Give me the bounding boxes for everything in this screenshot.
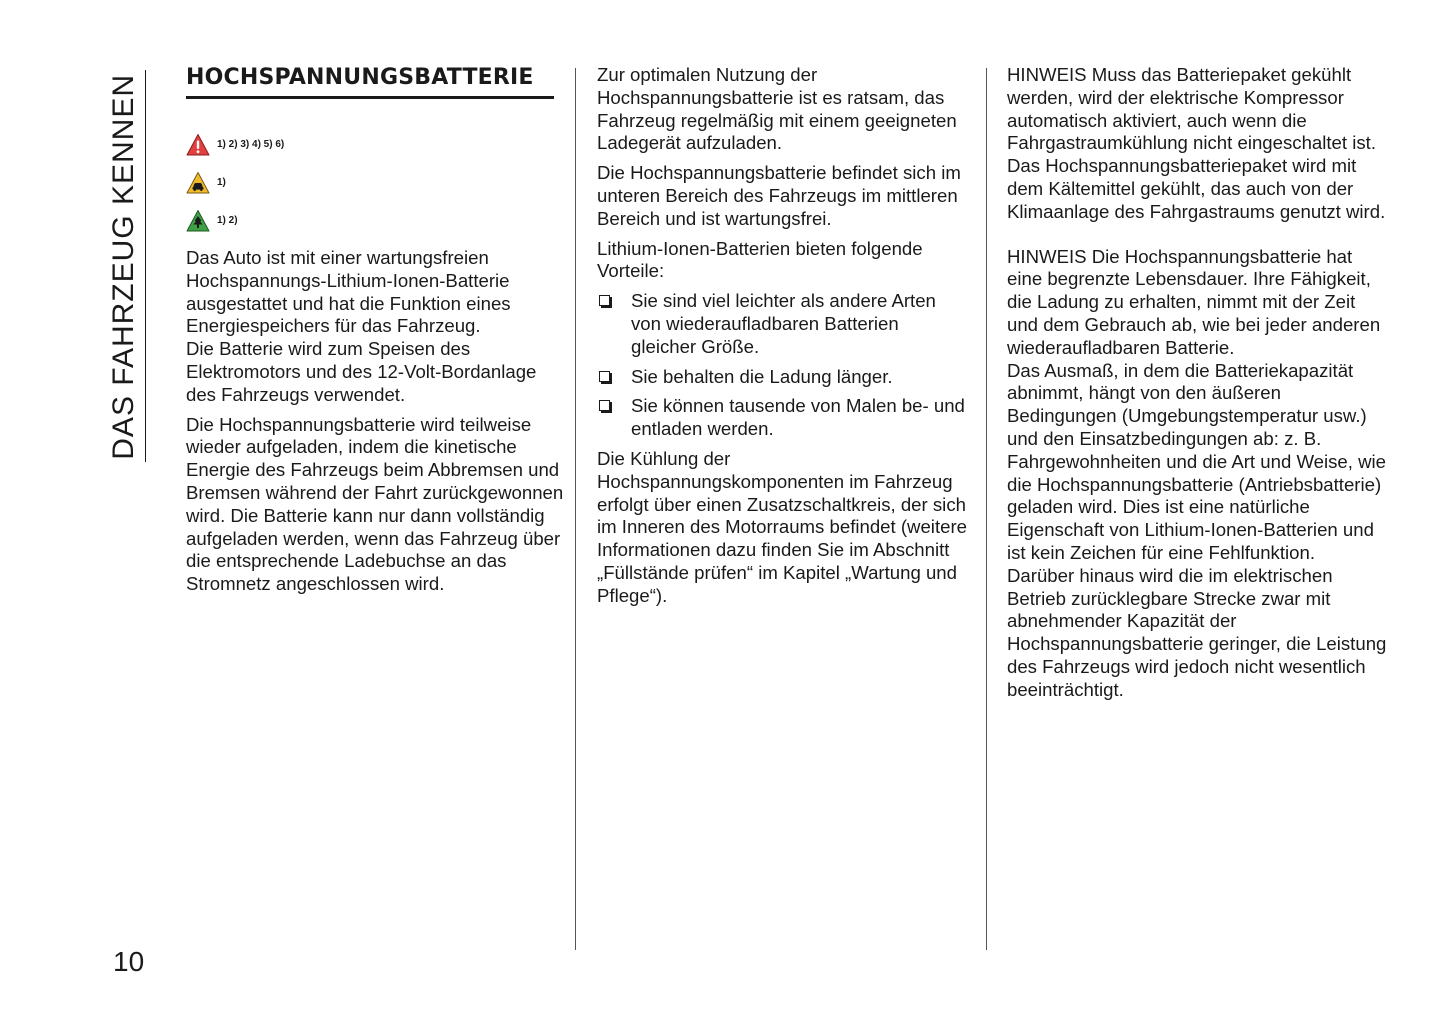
column-3 bbox=[1007, 64, 1387, 709]
warning-row-danger bbox=[186, 133, 566, 157]
list-item: Sie behalten die Ladung länger. bbox=[597, 366, 967, 389]
battery-location-paragraph: Die Hochspannungsbatterie befindet sich im unteren Bereich des Fahrzeugs im mittleren Bereich und ist wartungsfrei. bbox=[597, 162, 961, 229]
list-item: Sie sind viel leichter als andere Arten von wiederaufladbaren Batterien gleicher Größe. bbox=[597, 290, 967, 358]
warning-row-environment bbox=[186, 209, 566, 233]
list-item: Sie können tausende von Malen be- und entladen werden. bbox=[597, 395, 967, 441]
recharge-paragraph: Die Hochspannungsbatterie wird teilweise wieder aufgeladen, indem die kinetische Energie des Fahrzeugs beim Abbremsen und Bremsen während der Fahrt zurückgewonnen wird. Die Batterie kann nur dann vollständig aufgeladen werden, wenn das Fahrzeug über die entsprechende Ladebuchse an das Stromnetz angeschlossen wird. bbox=[186, 413, 564, 595]
chapter-side-title bbox=[104, 70, 144, 460]
page-number: 10 bbox=[113, 946, 145, 977]
warning-refs-danger: 1) 2) 3) 4) 5) 6) bbox=[217, 138, 285, 150]
chapter-side-rule bbox=[145, 70, 146, 462]
red-warning-triangle-icon bbox=[186, 133, 210, 157]
section-heading: HOCHSPANNUNGSBATTERIE bbox=[186, 64, 554, 99]
green-tree-triangle-icon bbox=[186, 209, 210, 233]
note-lifetime: HINWEIS Die Hochspannungsbatterie hat eine begrenzte Lebensdauer. Ihre Fähigkeit, die Ladung zu erhalten, nimmt mit der Zeit und dem Gebrauch ab, wie bei jeder anderen wiederaufladbaren Batterie. bbox=[1007, 245, 1381, 358]
intro-paragraph-cont: Die Batterie wird zum Speisen des Elektromotors und des 12-Volt-Bordanlage des Fahrzeugs verwendet. bbox=[186, 338, 537, 405]
chapter-side-title-text: DAS FAHRZEUG KENNEN bbox=[107, 74, 140, 460]
cooling-paragraph: Die Kühlung der Hochspannungskomponenten im Fahrzeug erfolgt über einen Zusatzschaltkreis, der sich im Inneren des Motorraums befindet (weitere Informationen dazu finden Sie im Abschnitt „Füllstände prüfen“ im Kapitel „Wartung und Pflege“). bbox=[597, 447, 967, 606]
column-divider-1 bbox=[575, 68, 576, 950]
checkbox-bullet-icon bbox=[599, 295, 610, 306]
warning-refs-environment: 1) 2) bbox=[217, 214, 238, 226]
charging-advice-paragraph: Zur optimalen Nutzung der Hochspannungsbatterie ist es ratsam, das Fahrzeug regelmäßig mit einem geeigneten Ladegerät aufzuladen. bbox=[597, 64, 957, 154]
checkbox-bullet-icon bbox=[599, 400, 610, 411]
intro-paragraph: Das Auto ist mit einer wartungsfreien Hochspannungs-Lithium-Ionen-Batterie ausgestattet und hat die Funktion eines Energiespeichers für das Fahrzeug. bbox=[186, 247, 511, 337]
advantages-list bbox=[597, 290, 967, 441]
note-cooling: HINWEIS Muss das Batteriepaket gekühlt werden, wird der elektrische Kompressor automatisch aktiviert, auch wenn die Fahrgastraumkühlung nicht eingeschaltet ist. Das Hochspannungsbatteriepaket wird mit dem Kältemittel gekühlt, das auch von der Klimaanlage des Fahrgastraums genutzt wird. bbox=[1007, 64, 1386, 222]
warning-icons-list bbox=[186, 133, 566, 233]
note-lifetime-cont: Das Ausmaß, in dem die Batteriekapazität abnimmt, hängt von den äußeren Bedingungen (Umgebungstemperatur usw.) und den Einsatzbedingungen ab: z. B. Fahrgewohnheiten und die Art und Weise, wie die Hochspannungsbatterie (Antriebsbatterie) geladen wird. Dies ist eine natürliche Eigenschaft von Lithium-Ionen-Batterien und ist kein Zeichen für eine Fehlfunktion. Darüber hinaus wird die im elektrischen Betrieb zurücklegbare Strecke zwar mit abnehmender Kapazität der Hochspannungsbatterie geringer, die Leistung des Fahrzeugs wird jedoch nicht wesentlich beeinträchtigt. bbox=[1007, 359, 1387, 700]
warning-refs-vehicle: 1) bbox=[217, 176, 226, 188]
warning-row-vehicle bbox=[186, 171, 566, 195]
column-1 bbox=[186, 64, 566, 603]
checkbox-bullet-icon bbox=[599, 371, 610, 382]
column-2 bbox=[597, 64, 967, 615]
yellow-car-triangle-icon bbox=[186, 171, 210, 195]
column-divider-2 bbox=[986, 68, 987, 950]
advantages-intro-paragraph: Lithium-Ionen-Batterien bieten folgende Vorteile: bbox=[597, 237, 923, 282]
